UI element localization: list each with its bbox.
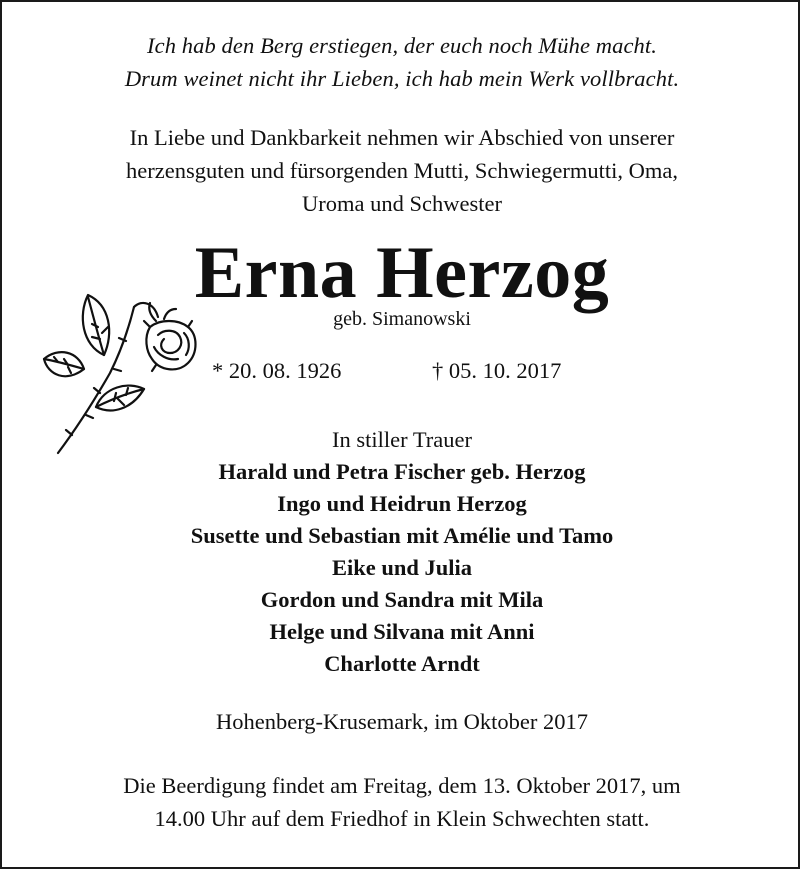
mourning-heading: In stiller Trauer	[332, 427, 472, 452]
mourner-line: Helge und Silvana mit Anni	[269, 619, 535, 644]
mourner-line: Charlotte Arndt	[324, 651, 480, 676]
mourner-line: Eike und Julia	[331, 555, 473, 580]
mourner-line: Ingo und Heidrun Herzog	[277, 491, 527, 516]
funeral-line-2: 14.00 Uhr auf dem Friedhof in Klein Schwechten statt.	[154, 806, 650, 831]
mourner-line: Gordon und Sandra mit Mila	[260, 587, 544, 612]
mourner-line: Harald und Petra Fischer geb. Herzog	[218, 459, 586, 484]
birth-date: * 20. 08. 1926	[212, 358, 342, 383]
birth-name: geb. Simanowski	[333, 308, 471, 330]
death-date: † 05. 10. 2017	[432, 358, 562, 383]
intro-line-3: Uroma und Schwester	[302, 191, 502, 216]
mourner-line: Susette und Sebastian mit Amélie und Tamo	[190, 523, 614, 548]
intro-line-2: herzensguten und fürsorgenden Mutti, Schwiegermutti, Oma,	[126, 158, 678, 183]
poem-line-2: Drum weinet nicht ihr Lieben, ich hab mein Werk vollbracht.	[124, 66, 680, 91]
deceased-name: Erna Herzog	[194, 232, 610, 314]
funeral-line-1: Die Beerdigung findet am Freitag, dem 13. Oktober 2017, um	[123, 773, 681, 798]
poem-line-1: Ich hab den Berg erstiegen, der euch noch Mühe macht.	[147, 33, 657, 58]
intro-line-1: In Liebe und Dankbarkeit nehmen wir Abschied von unserer	[129, 125, 675, 150]
place-date: Hohenberg-Krusemark, im Oktober 2017	[216, 709, 588, 734]
